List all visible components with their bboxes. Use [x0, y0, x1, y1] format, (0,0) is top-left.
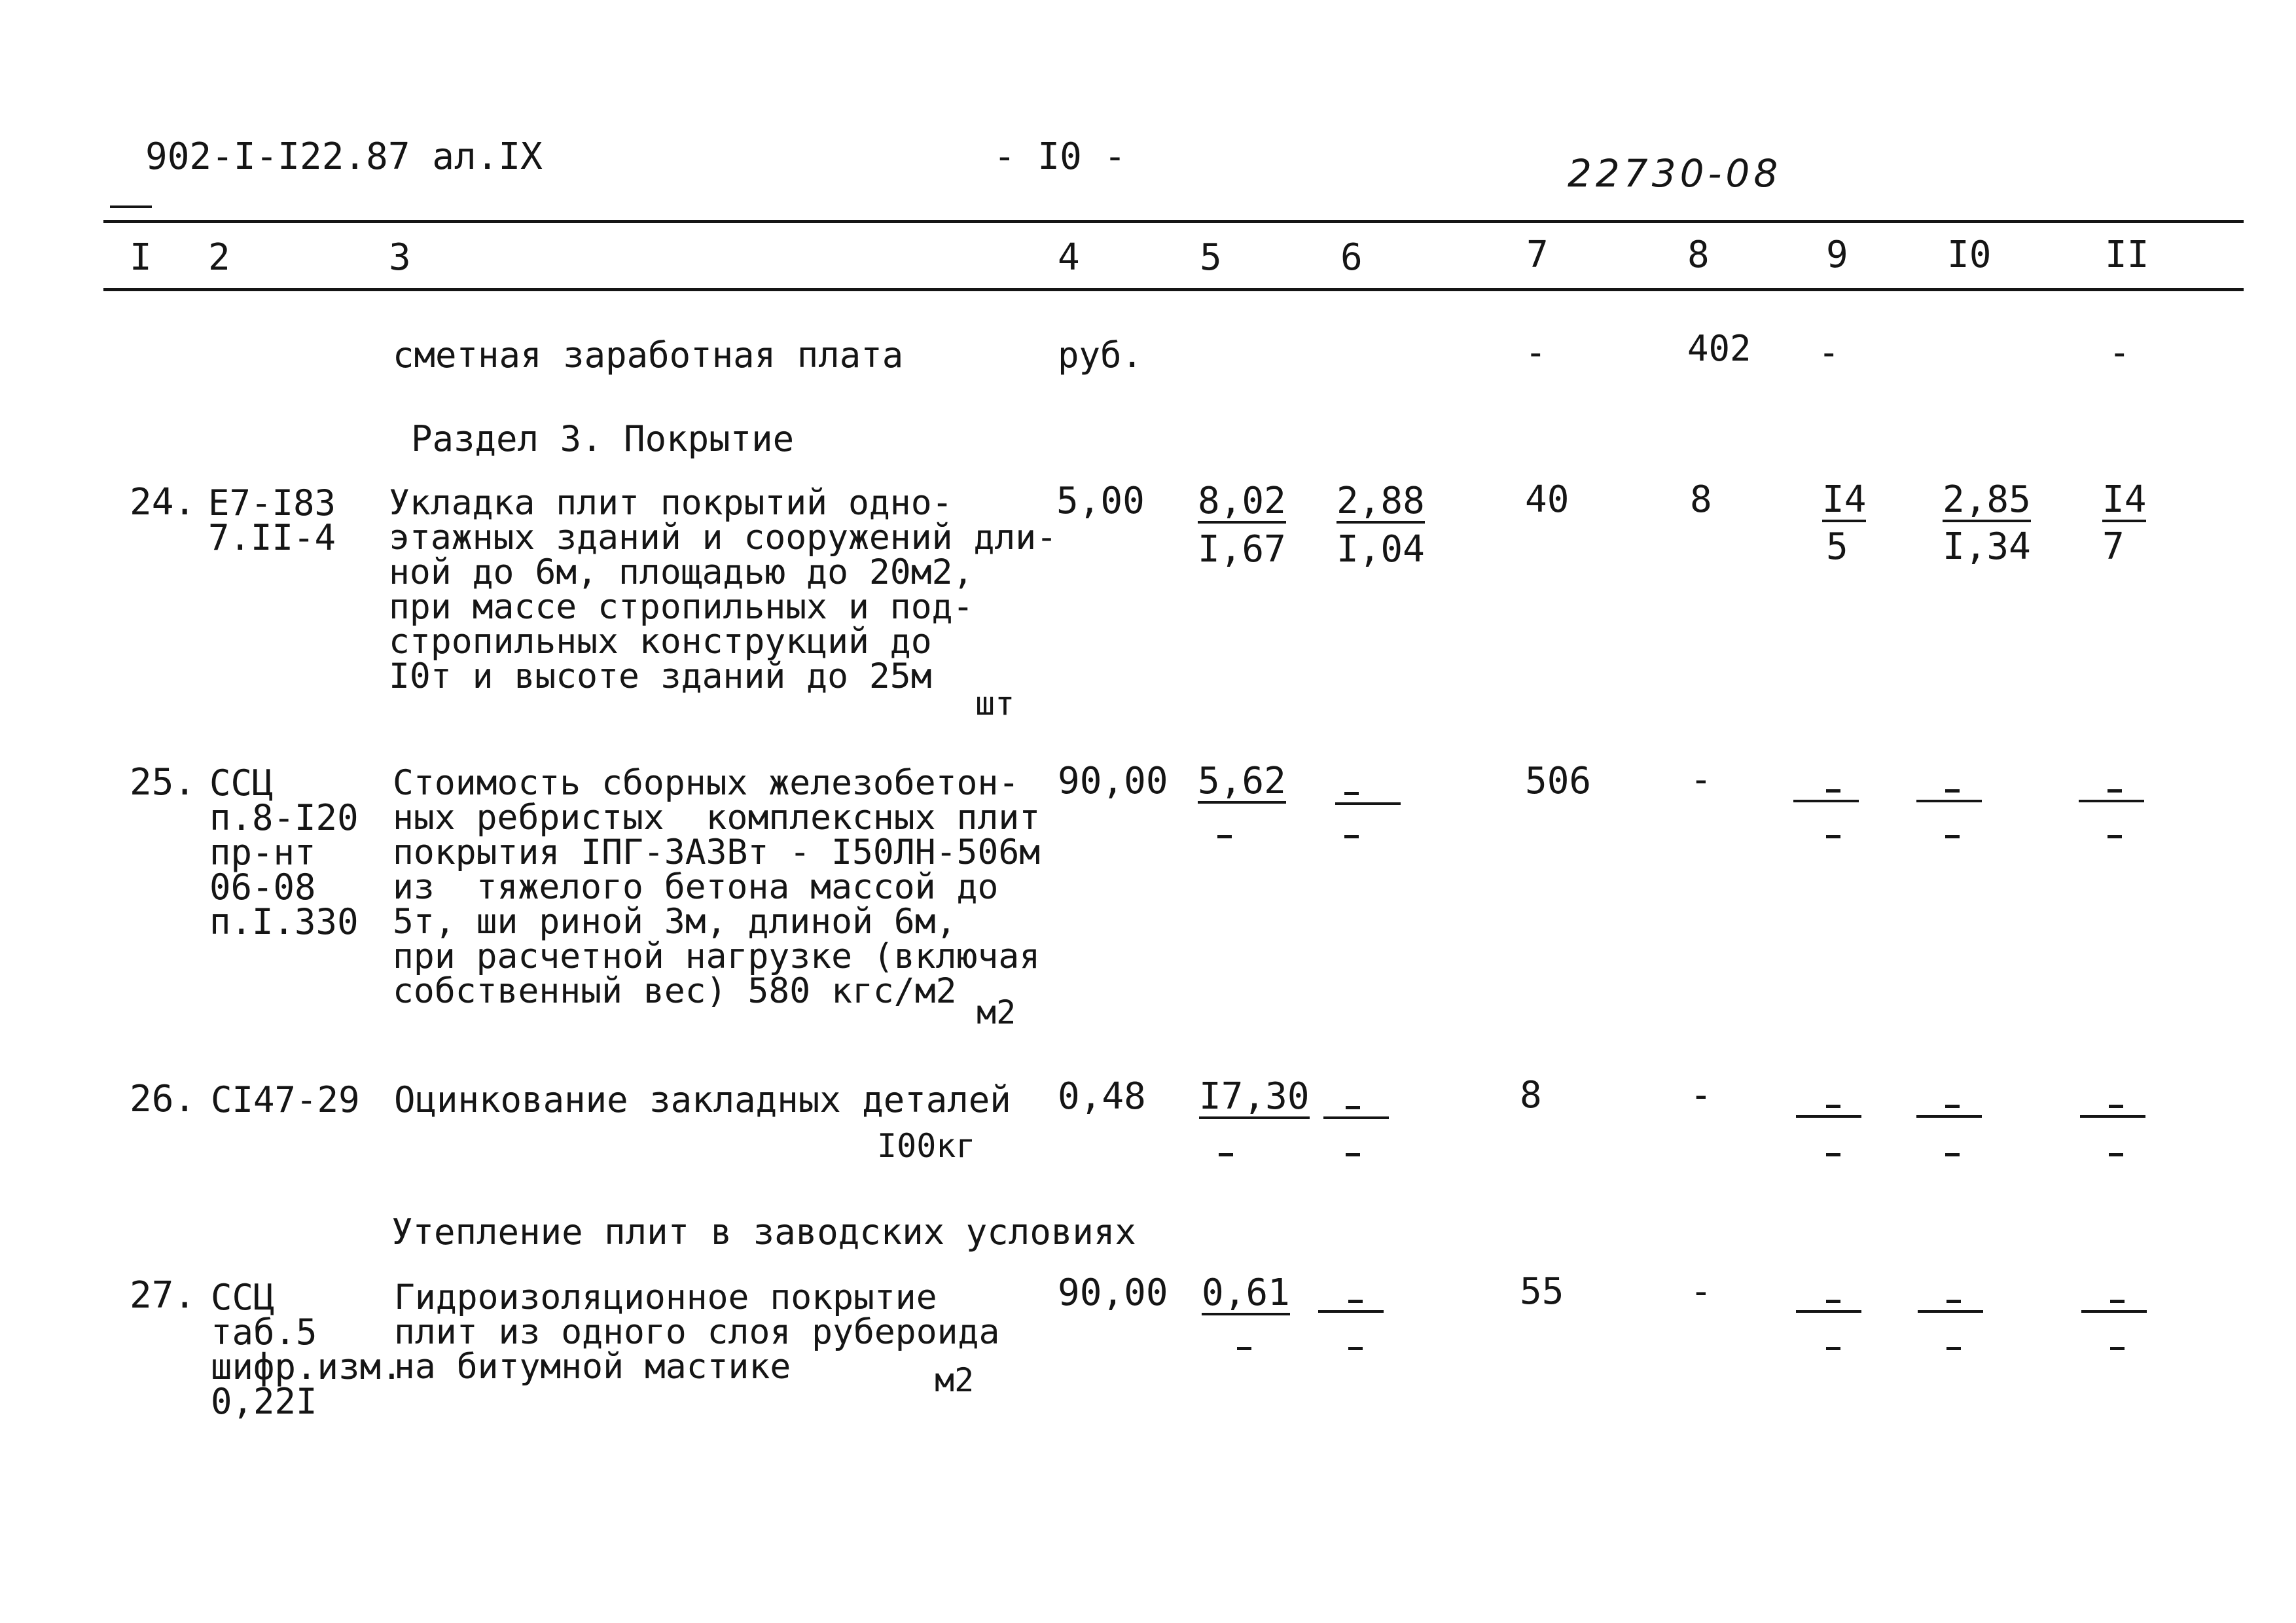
col-1: I [130, 236, 152, 279]
col6-top-dash [1348, 1300, 1363, 1303]
col9-bottom-dash [1826, 1153, 1840, 1156]
col10-bottom: I,34 [1943, 526, 2031, 568]
col-8: 8 [1687, 234, 1710, 276]
col10-top-dash [1945, 1105, 1960, 1108]
col11-top-dash [2108, 789, 2122, 793]
col9-fraction-line [1793, 800, 1859, 802]
col9-top-dash [1826, 789, 1840, 793]
item-code: ССЦ таб.5 шифр.изм. 0,22I [211, 1277, 403, 1422]
col9-top: I4 [1822, 478, 1867, 521]
col10-top: 2,85 [1943, 478, 2031, 521]
col11-bottom-dash [2110, 1347, 2125, 1350]
row-col7: - [1525, 332, 1547, 373]
col11-fraction-line [2080, 1115, 2145, 1118]
col9-bottom: 5 [1826, 526, 1848, 568]
col11-bottom-dash [2108, 835, 2122, 838]
col6-fraction-line [1335, 802, 1401, 805]
col5-top: 5,62 [1198, 760, 1286, 802]
col6-bottom-dash [1344, 835, 1359, 838]
col10-top-dash [1946, 1300, 1961, 1303]
item-code: E7-I83 7.II-4 [208, 482, 336, 558]
col6-fraction-line [1318, 1310, 1384, 1313]
col10-bottom-dash [1945, 1153, 1960, 1156]
row-col8: 402 [1687, 328, 1751, 369]
col11-fraction-line [2079, 800, 2144, 802]
col10-fraction-line [1916, 800, 1982, 802]
item-quantity: 90,00 [1058, 760, 1168, 802]
col9-fraction-line [1796, 1310, 1861, 1313]
item-description: Укладка плит покрытий одно- этажных зданий и сооружений дли- ной до 6м, площадью до 20м2, при массе стропильных и под- стропильных конструкций до I0т и высоте зданий до 25м [389, 483, 1058, 696]
col-5: 5 [1200, 236, 1222, 279]
row-col9: - [1818, 332, 1840, 373]
item-description: Гидроизоляционное покрытие плит из одного слоя рубероида на битумной мастике [394, 1277, 1000, 1387]
item-number: 26. [130, 1078, 196, 1120]
item-quantity: 90,00 [1058, 1272, 1168, 1314]
col7: 55 [1520, 1270, 1564, 1313]
item-unit: I00кг [877, 1127, 976, 1165]
col11-top-dash [2110, 1300, 2125, 1303]
col9-bottom-dash [1826, 835, 1840, 838]
col-2: 2 [208, 236, 230, 279]
col5-bottom: I,67 [1198, 528, 1286, 571]
col6-bottom: I,04 [1336, 528, 1425, 571]
item-quantity: 0,48 [1058, 1075, 1146, 1118]
item-quantity: 5,00 [1056, 480, 1145, 522]
col7: 506 [1525, 760, 1592, 802]
item-number: 25. [130, 761, 196, 804]
col8: - [1690, 1074, 1712, 1116]
col11-top-dash [2109, 1105, 2123, 1108]
col-4: 4 [1058, 236, 1080, 279]
col10-bottom-dash [1945, 835, 1960, 838]
row-text: сметная заработная плата [393, 334, 904, 376]
col5-top: 0,61 [1202, 1272, 1290, 1314]
table-top-rule [103, 220, 2244, 223]
col-9: 9 [1826, 234, 1848, 276]
row-unit: руб. [1058, 334, 1143, 376]
col-7: 7 [1526, 234, 1549, 276]
row-col11: - [2109, 332, 2130, 373]
col-10: I0 [1947, 234, 1992, 276]
item-code: CI47-29 [211, 1079, 360, 1120]
col11-bottom-dash [2109, 1153, 2123, 1156]
item-number: 24. [130, 481, 196, 524]
col7: 40 [1525, 478, 1570, 521]
col11-top: I4 [2102, 478, 2147, 521]
col5-top: 8,02 [1198, 480, 1286, 522]
col5-top: I7,30 [1199, 1075, 1310, 1118]
col8: - [1690, 758, 1712, 801]
col10-top-dash [1945, 789, 1960, 793]
col5-bottom-dash [1217, 835, 1232, 838]
col9-top-dash [1826, 1105, 1840, 1108]
col6-bottom-dash [1346, 1153, 1360, 1156]
item-number: 27. [130, 1274, 196, 1317]
col5-bottom-dash [1237, 1347, 1251, 1350]
page-number: - I0 - [994, 135, 1126, 178]
col6-top: 2,88 [1336, 480, 1425, 522]
item-description: Стоимость сборных железобетон- ных ребристых комплексных плит покрытия IПГ-3А3Вт - I50ЛН-506м из тяжелого бетона массой до 5т, ши риной 3м, длиной 6м, при расчетной нагрузке (включая собственный вес) 580 кгс/м2 [393, 763, 1041, 1011]
document-reference: 902-І-I22.87 ал.IX [145, 135, 543, 178]
item-description: Оцинкование закладных деталей [394, 1079, 1011, 1120]
col6-fraction-line [1323, 1116, 1389, 1119]
col8: 8 [1690, 478, 1712, 521]
item-unit: шт [975, 685, 1015, 722]
col9-bottom-dash [1826, 1347, 1840, 1350]
col10-fraction-line [1916, 1115, 1982, 1118]
col6-top-dash [1346, 1106, 1360, 1109]
header-short-rule [110, 205, 152, 208]
subsection-title: Утепление плит в заводских условиях [391, 1211, 1136, 1253]
item-unit: м2 [935, 1361, 975, 1399]
col11-fraction-line [2081, 1310, 2147, 1313]
document-code: 22730-08 [1568, 151, 1782, 196]
section-title: Раздел 3. Покрытие [411, 418, 795, 459]
col-3: 3 [389, 236, 411, 279]
col-11: II [2105, 234, 2149, 276]
col10-bottom-dash [1946, 1347, 1961, 1350]
col10-fraction-line [1918, 1310, 1983, 1313]
col11-bottom: 7 [2102, 526, 2125, 568]
col6-bottom-dash [1348, 1347, 1363, 1350]
col8: - [1690, 1270, 1712, 1313]
col9-fraction-line [1796, 1115, 1861, 1118]
col-6: 6 [1340, 236, 1363, 279]
col6-top-dash [1344, 792, 1359, 795]
col9-top-dash [1826, 1300, 1840, 1303]
table-header-rule [103, 288, 2244, 291]
item-unit: м2 [977, 993, 1016, 1031]
item-code: ССЦ п.8-I20 пр-нт 06-08 п.I.330 [209, 762, 359, 942]
col5-bottom-dash [1219, 1153, 1233, 1156]
col7: 8 [1520, 1074, 1542, 1116]
